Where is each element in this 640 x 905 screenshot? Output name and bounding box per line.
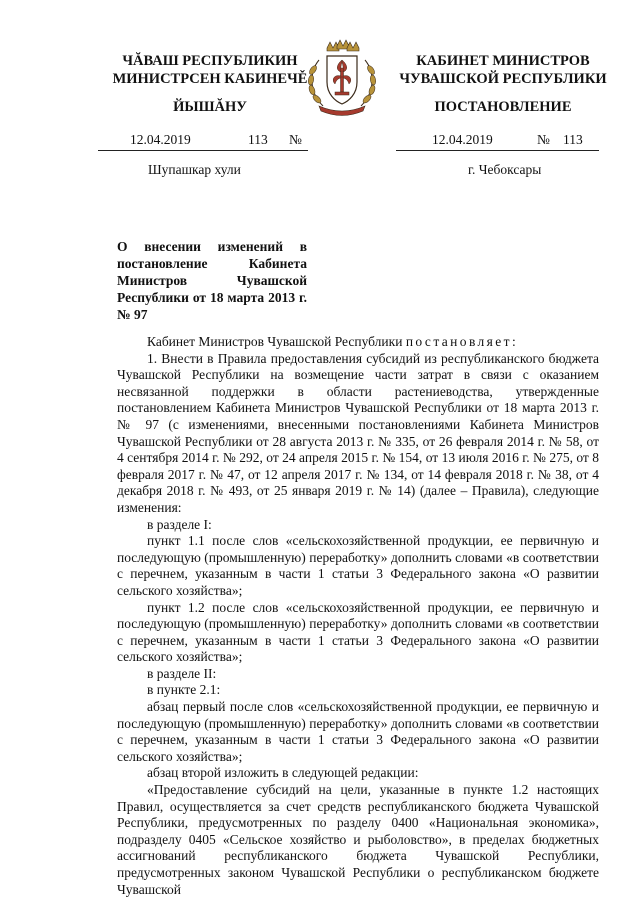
header-left-line1: ЧĂВАШ РЕСПУБЛИКИН [122, 53, 298, 69]
header-right-authority [393, 52, 613, 88]
header-right-doc-type: ПОСТАНОВЛЕНИЕ [434, 99, 572, 115]
body-paragraph: абзац второй изложить в следующей редакции: [147, 765, 419, 781]
right-number-sign: № [537, 132, 550, 147]
city-chuvash: Шупашкар хули [148, 162, 241, 177]
left-date-number-line [98, 132, 308, 151]
left-number: 113 [248, 132, 268, 147]
document-title: О внесении изменений в постановление Кабинета Министров Чувашской Республики от 18 марта 2013 г. № 97 [117, 239, 307, 322]
body-paragraph: в разделе I: [147, 516, 212, 532]
body-paragraph: «Предоставление субсидий на цели, указанные в пункте 1.2 настоящих Правил, осуществляется за счет средств республиканского бюджета Чувашской Республики, предусмотренных по разделу 0400 «Национальная экономика», подразделу 0405 «Сельское хозяйство и рыболовство», в пределах бюджетных ассигнований республиканского бюджета Чувашской Республики, предусмотренных законом Чувашской Республики о республиканском бюджете Чувашской [117, 782, 599, 897]
header-right-line1: КАБИНЕТ МИНИСТРОВ [416, 53, 590, 69]
chuvash-republic-emblem-icon [297, 38, 387, 116]
header-right-line2: ЧУВАШСКОЙ РЕСПУБЛИКИ [399, 71, 607, 87]
body-paragraph: 1. Внести в Правила предоставления субсидий из республиканского бюджета Чувашской Республики на возмещение части затрат в связи с оказанием несвязанной поддержки в области растениеводства, утвержденные постановлением Кабинета Министров Чувашской Республики от 18 марта 2013 г. № 97 (с изменениями, внесенными постановлениями Кабинета Министров Чувашской Республики от 28 августа 2013 г. № 335, от 26 февраля 2014 г. № 58, от 4 сентября 2014 г. № 292, от 24 апреля 2015 г. № 154, от 13 июля 2016 г. № 275, от 8 февраля 2017 г. № 47, от 12 апреля 2017 г. № 134, от 14 февраля 2018 г. № 38, от 4 декабря 2018 г. № 493, от 25 января 2019 г. № 14) (далее – Правила), следующие изменения: [117, 350, 599, 515]
intro-text: Кабинет Министров Чувашской Республики [147, 334, 403, 349]
left-number-sign: № [289, 132, 302, 147]
body-paragraph: пункт 1.2 после слов «сельскохозяйственной продукции, ее первичную и последующую (промышленную) переработку» дополнить словами «в соответствии с перечнем, указанным в части 1 статьи 3 Федерального закона «О развитии сельского хозяйства»; [117, 599, 599, 665]
header-left-line2: МИНИСТРСЕН КАБИНЕЧĚ [112, 71, 308, 87]
right-date: 12.04.2019 [432, 132, 493, 147]
header-left-doc-type: ЙЫШĂНУ [173, 99, 247, 115]
document-body [117, 334, 599, 898]
right-date-number-line [396, 132, 599, 151]
body-paragraph: пункт 1.1 после слов «сельскохозяйственной продукции, ее первичную и последующую (промышленную) переработку» дополнить словами «в соответствии с перечнем, указанным в части 1 статьи 3 Федерального закона «О развитии сельского хозяйства»; [117, 533, 599, 598]
intro-resolves: постановляет: [405, 334, 519, 349]
body-paragraph: в разделе II: [147, 665, 217, 681]
right-number: 113 [563, 132, 583, 147]
body-paragraph: абзац первый после слов «сельскохозяйственной продукции, ее первичную и последующую (промышленную) переработку» дополнить словами «в соответствии с перечнем, указанным в части 1 статьи 3 Федерального закона «О развитии сельского хозяйства»; [117, 699, 599, 764]
city-russian: г. Чебоксары [468, 162, 542, 177]
body-paragraph: в пункте 2.1: [147, 682, 221, 698]
intro-paragraph [117, 334, 599, 351]
header-left-authority [100, 52, 320, 88]
left-date: 12.04.2019 [130, 132, 191, 147]
